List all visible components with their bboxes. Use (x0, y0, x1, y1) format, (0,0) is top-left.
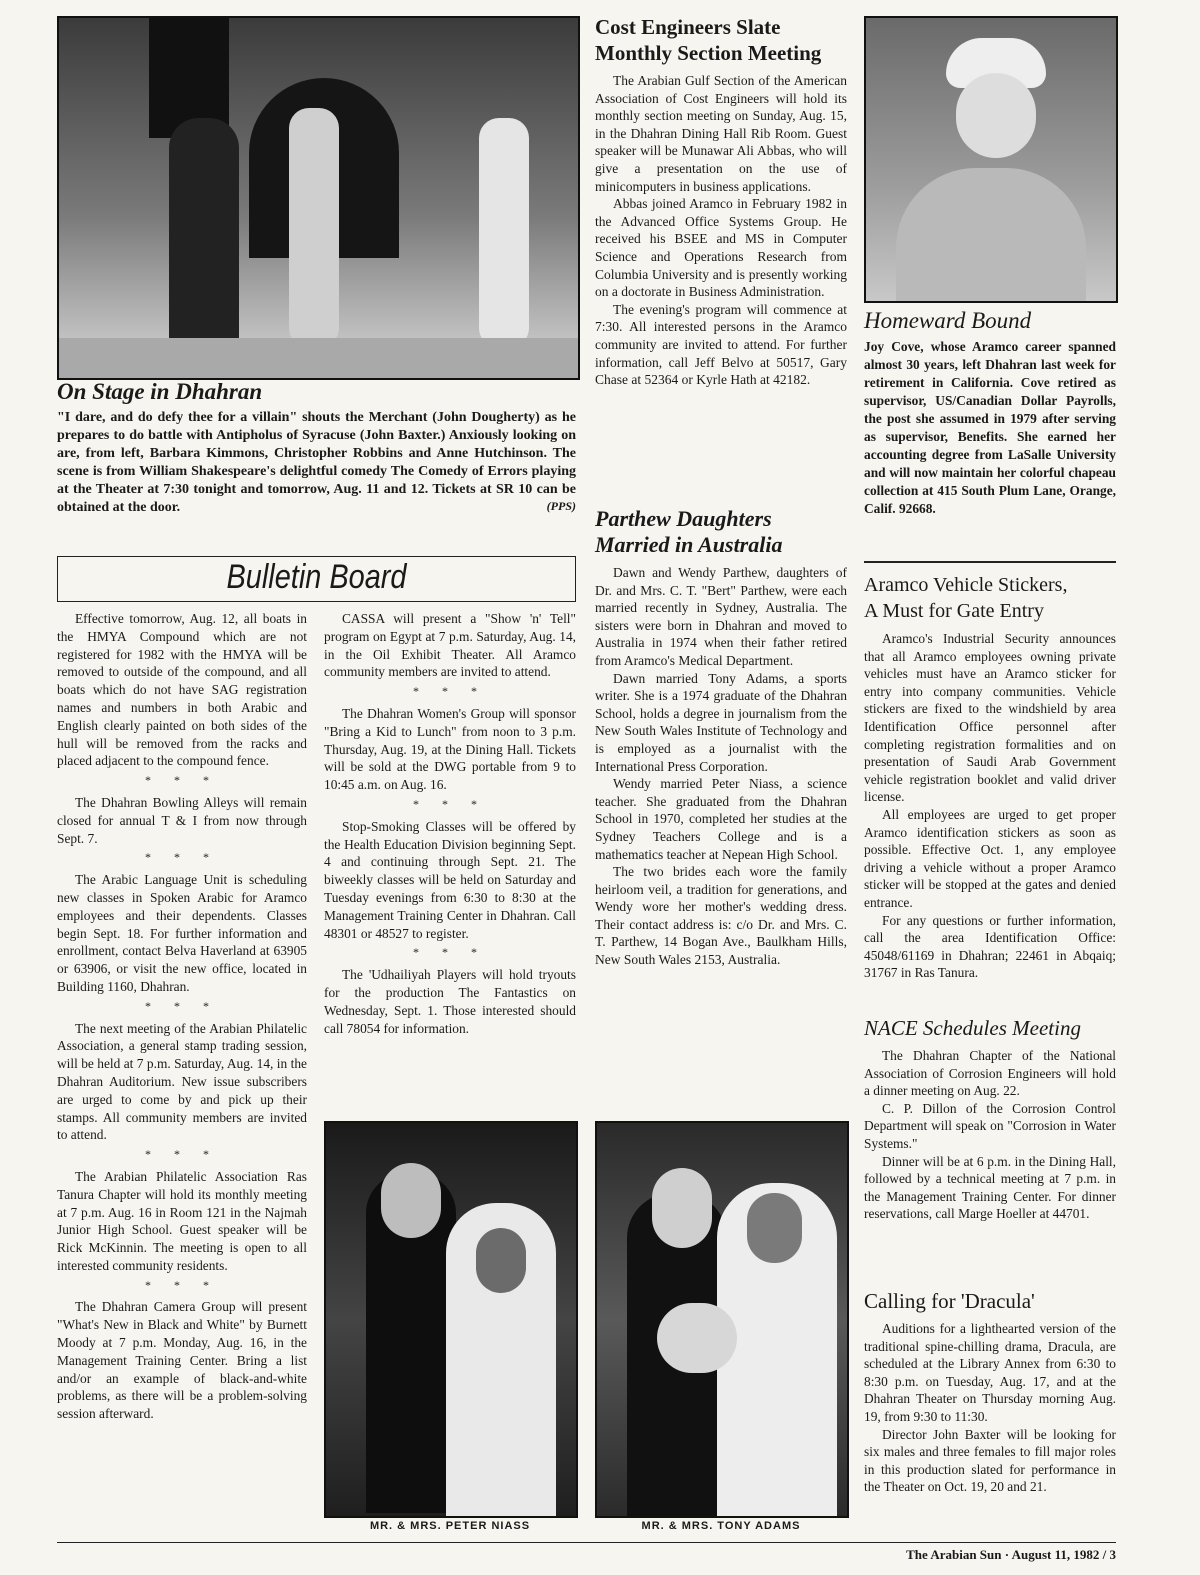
stickers-headline-2: A Must for Gate Entry (864, 600, 1044, 622)
bulletin-item-stop-smoking: Stop-Smoking Classes will be offered by the Health Education Division beginning Sept. 4 and continuing through Sept. 21. The biweekly classes will be held on Saturday and Tuesday evenings from 6:30 to 8:30 at the Management Training Center in Dhahran. Call 48301 or 48527 to register. (324, 818, 576, 941)
dracula-p2: Director John Baxter will be looking for six males and three females to fill major roles in this production slated for performance in the Theater on Oct. 19, 20 and 21. (864, 1426, 1116, 1495)
cost-engineers-p1: The Arabian Gulf Section of the American Association of Cost Engineers will hold its monthly section meeting on Sunday, Aug. 15, in the Dhahran Dining Hall Rib Room. Guest speaker will be Munawar Ali Abbas, who will give a presentation on the use of minicomputers in business applications. (595, 73, 847, 194)
bulletin-item-camera: The Dhahran Camera Group will present "What's New in Black and White" by Burnett Moody at 7 p.m. Monday, Aug. 16, in the Management Training Center. Bring a list and/or an example of black-and-white problems, as there will be a problem-solving session afterward. (57, 1299, 307, 1422)
parthew-p2: Dawn married Tony Adams, a sports writer. She is a 1974 graduate of the Dhahran School, holds a degree in journalism from the New South Wales Institute of Technology and is employed as a journalist with the International Press Corporation. (595, 670, 847, 774)
stickers-p1: Aramco's Industrial Security announces that all Aramco employees owning private vehicles must have an Aramco sticker for entry into company communities. Vehicle stickers are fixed to the windshield by area Identification Office personnel after completing registration formalities and on presentation of Saudi Arab Government vehicle registration booklet and valid driver license. (864, 631, 1116, 805)
bulletin-column-2 (324, 610, 576, 1037)
stickers-p3: For any questions or further information, call the area Identification Office: 45048/61169 in Dhahran; 22461 in Abqaiq; 31767 in Ras Tanura. (864, 912, 1116, 981)
joy-cove-blouse (896, 168, 1086, 303)
stage-floor (59, 338, 578, 378)
bulletin-separator: * * * (145, 850, 219, 865)
adams-groom-face (652, 1168, 712, 1248)
joy-cove-face (956, 73, 1036, 158)
niass-bride-face (476, 1228, 526, 1293)
stage-figure-3 (479, 118, 529, 348)
bulletin-item-boats: Effective tomorrow, Aug. 12, all boats in the HMYA Compound which are not registered for 1982 with the HMYA will be removed to outside of the compound, and all boats which do not have SAG registration names and numbers in both Arabic and English clearly painted on both sides of the hull will be removed from the racks and placed adjacent to the compound fence. (57, 611, 307, 769)
bulletin-item-cassa: CASSA will present a "Show 'n' Tell" program on Egypt at 7 p.m. Saturday, Aug. 14, in the Oil Exhibit Theater. All Aramco community members are invited to attend. (324, 611, 576, 680)
stickers-p2: All employees are urged to get proper Aramco identification stickers as soon as possible. Effective Oct. 1, any employee driving a vehicle without a proper Aramco sticker will be stopped at the gates and denied entrance. (864, 806, 1116, 910)
bulletin-title-box (57, 556, 576, 602)
dracula-headline: Calling for 'Dracula' (864, 1289, 1035, 1313)
bulletin-column-1 (57, 610, 307, 1423)
bulletin-item-players: The 'Udhailiyah Players will hold tryouts for the production The Fantastics on Wednesday, Sept. 1. Those interested should call 78054 for information. (324, 967, 576, 1036)
bulletin-separator: * * * (145, 998, 219, 1013)
adams-bride-face (747, 1193, 802, 1263)
cost-engineers-headline-2: Monthly Section Meeting (595, 41, 822, 65)
dracula-article (864, 1288, 1116, 1496)
parthew-p1: Dawn and Wendy Parthew, daughters of Dr. and Mrs. C. T. "Bert" Parthew, were each married recently in Sydney, Australia. The sisters were born in Dhahran and moved to Australia in 1974 when their father retired from Aramco's Medical Department. (595, 565, 847, 668)
cost-engineers-p2: Abbas joined Aramco in February 1982 in the Advanced Office Systems Group. He received his BSEE and MS in Computer Science and Operations Research from Columbia University and is presently working on a doctorate in Business Administration. (595, 196, 847, 300)
nace-article (864, 1015, 1116, 1223)
stage-figure-1 (169, 118, 239, 348)
parthew-p3: Wendy married Peter Niass, a science teacher. She graduated from the Dhahran School in 1970, completed her studies at the Sydney Teachers College and is a mathematics teacher at Nepean High School. (595, 776, 847, 862)
bulletin-separator: * * * (145, 773, 219, 788)
bulletin-title: Bulletin Board (226, 558, 407, 596)
parthew-headline-2: Married in Australia (595, 532, 783, 557)
homeward-divider (864, 561, 1116, 563)
adams-caption: MR. & MRS. TONY ADAMS (641, 1520, 801, 1532)
nace-headline: NACE Schedules Meeting (864, 1016, 1081, 1040)
bulletin-item-womens-group: The Dhahran Women's Group will sponsor "Bring a Kid to Lunch" from noon to 3 p.m. Thursday, Aug. 19, at the Dining Hall. Tickets will be sold at the DWG portable from 9 to 10:45 a.m. on Aug. 16. (324, 705, 576, 793)
bulletin-separator: * * * (145, 1277, 219, 1292)
footer-folio: The Arabian Sun · August 11, 1982 / 3 (906, 1547, 1116, 1562)
stage-caption: "I dare, and do defy thee for a villain" shouts the Merchant (John Dougherty) as he prepares to do battle with Antipholus of Syracuse (John Baxter.) Anxiously looking on are, from left, Barbara Kimmons, Christopher Robbins and Anne Hutchinson. The scene is from William Shakespeare's delightful comedy The Comedy of Errors playing at the Theater at 7:30 tonight and tomorrow, Aug. 11 and 12. Tickets at SR 10 can be obtained at the door. (57, 410, 576, 515)
nace-p3: Dinner will be at 6 p.m. in the Dining Hall, followed by a technical meeting at 7 p.m. in the Management Training Center. For dinner reservations, call Marge Hoeller at 44701. (864, 1153, 1116, 1222)
cost-engineers-article (595, 14, 847, 389)
nace-p1: The Dhahran Chapter of the National Association of Corrosion Engineers will hold a dinner meeting on Aug. 22. (864, 1048, 1116, 1099)
footer-rule (57, 1542, 1116, 1543)
homeward-article (864, 308, 1116, 518)
adams-bouquet (657, 1303, 737, 1373)
stickers-headline-1: Aramco Vehicle Stickers, (864, 574, 1068, 596)
bulletin-separator: * * * (413, 796, 487, 811)
nace-p2: C. P. Dillon of the Corrosion Control Department will speak on "Corrosion in Water Systems." (864, 1100, 1116, 1151)
joy-cove-photo (864, 16, 1118, 303)
bulletin-item-ras-tanura: The Arabian Philatelic Association Ras Tanura Chapter will hold its monthly meeting at 7 p.m. Aug. 16 in Room 121 in the Najmah Junior High School. Guest speaker will be Rick McKinnin. The meeting is open to all interested community residents. (57, 1168, 307, 1273)
parthew-article (595, 506, 847, 969)
stage-headline: On Stage in Dhahran (57, 379, 263, 404)
homeward-headline: Homeward Bound (864, 308, 1032, 333)
bulletin-item-philatelic: The next meeting of the Arabian Philatelic Association, a general stamp trading session, will be held at 7 p.m. Saturday, Aug. 14, in the Dhahran Auditorium. New issue subscribers are urged to come by and pick up their stamps. All community members are invited to attend. (57, 1020, 307, 1143)
bulletin-item-arabic: The Arabic Language Unit is scheduling new classes in Spoken Arabic for Aramco employees and their dependents. Classes begin Sept. 18. For further information and enrollment, contact Belva Haverland at 63905 or 63906, or visit the new office, located in Building 1160, Dhahran. (57, 872, 307, 994)
stage-credit: (PPS) (546, 499, 576, 513)
adams-wedding-photo (595, 1121, 849, 1518)
stage-figure-2 (289, 108, 339, 348)
bulletin-separator: * * * (413, 945, 487, 960)
bulletin-separator: * * * (145, 1147, 219, 1162)
stage-photo (57, 16, 580, 380)
niass-wedding-photo (324, 1121, 578, 1518)
homeward-caption: Joy Cove, whose Aramco career spanned almost 30 years, left Dhahran last week for retirement in California. Cove retired as supervisor, US/Canadian Dollar Payrolls, the post she assumed in 1979 after serving as supervisor, Benefits. She earned her accounting degree from LaSalle University and will now maintain her colorful chapeau collection at 415 South Plum Lane, Orange, Calif. 92668. (864, 339, 1116, 516)
parthew-p4: The two brides each wore the family heirloom veil, a tradition for generations, and Wendy wore her mother's wedding dress. Their contact address is: c/o Dr. and Mrs. C. T. Parthew, 14 Bogan Ave., Baulkham Hills, New South Wales 2153, Australia. (595, 864, 847, 968)
cost-engineers-p3: The evening's program will commence at 7:30. All interested persons in the Aramco community are invited to attend. For further information, call Jeff Belvo at 50517, Gary Chase at 52364 or Kyrle Hath at 42182. (595, 301, 847, 388)
parthew-headline-1: Parthew Daughters (595, 506, 772, 531)
stickers-article (864, 572, 1116, 982)
niass-caption: MR. & MRS. PETER NIASS (369, 1520, 531, 1532)
dracula-p1: Auditions for a lighthearted version of the traditional spine-chilling drama, Dracula, are scheduled at the Library Annex from 6:30 to 8:30 p.m. on Tuesday, Aug. 17, and at the Dhahran Theater on Thursday morning Aug. 19, from 9:30 to 11:30. (864, 1321, 1116, 1424)
bulletin-item-bowling: The Dhahran Bowling Alleys will remain closed for annual T & I from now through Sept. 7. (57, 794, 307, 846)
niass-groom-face (381, 1163, 441, 1238)
bulletin-separator: * * * (413, 684, 487, 699)
cost-engineers-headline-1: Cost Engineers Slate (595, 15, 781, 39)
